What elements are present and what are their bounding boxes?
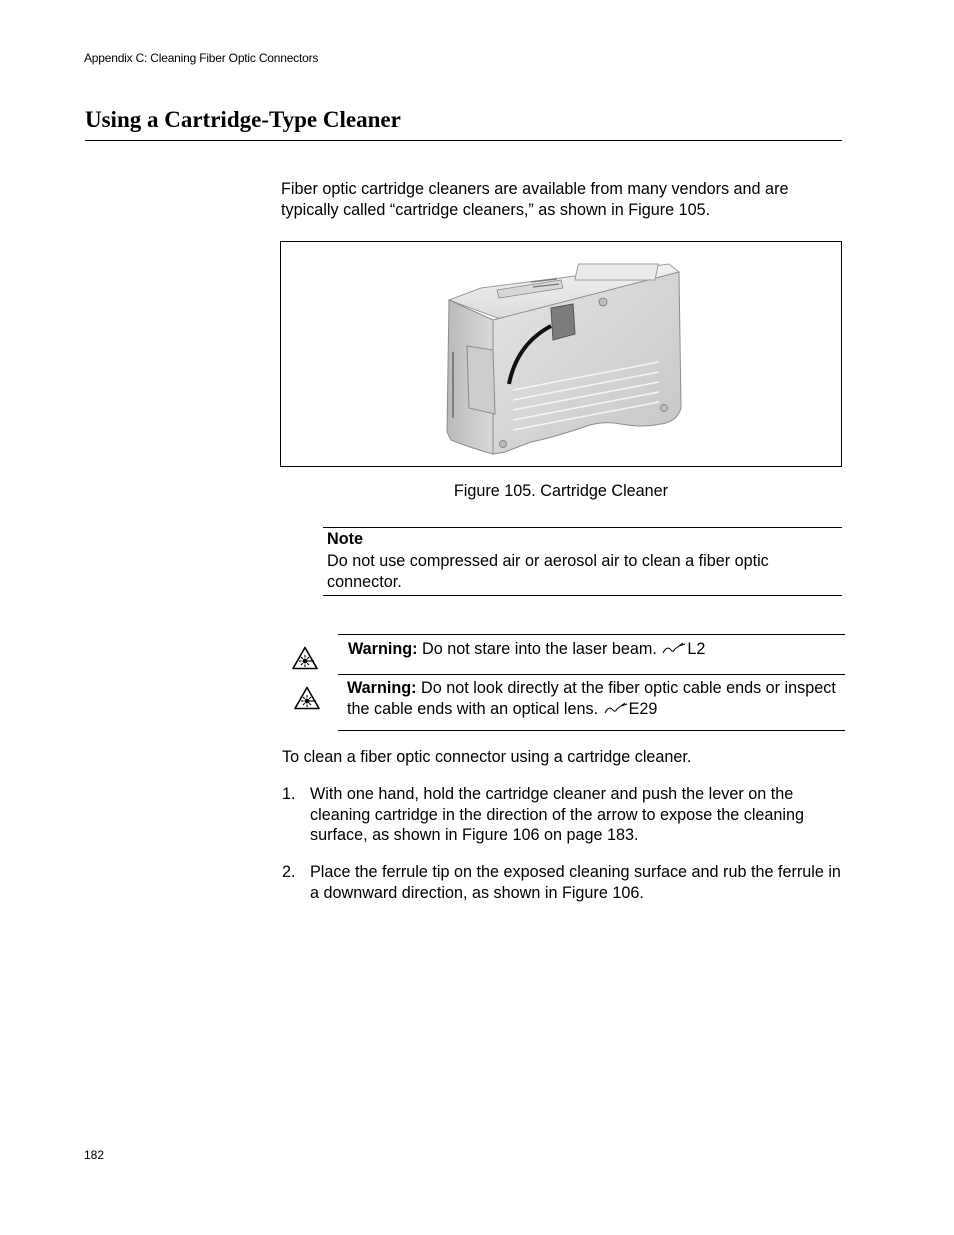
warning-divider <box>338 674 845 675</box>
procedure-lead: To clean a fiber optic connector using a cartridge cleaner. <box>282 748 692 766</box>
running-header: Appendix C: Cleaning Fiber Optic Connectors <box>84 51 319 65</box>
warning-bottom-rule <box>338 730 845 731</box>
cartridge-cleaner-illustration <box>281 242 841 466</box>
laser-warning-icon <box>292 646 318 670</box>
title-rule <box>85 140 842 141</box>
page-number: 182 <box>84 1148 105 1162</box>
laser-warning-icon <box>294 686 320 710</box>
step-1-text: With one hand, hold the cartridge cleaner and push the lever on the cleaning cartridge in the direction of the arrow to expose the cleaning surface, as shown in Figure 106 on page 183. <box>310 785 805 844</box>
step-1-number: 1. <box>282 785 296 803</box>
intro-paragraph: Fiber optic cartridge cleaners are available from many vendors and are typically called “cartridge cleaners,” as shown in Figure 105. <box>281 180 789 219</box>
pen-icon <box>661 640 687 654</box>
warning-2-code: E29 <box>628 699 658 718</box>
warning-1 <box>348 639 843 660</box>
section-title: Using a Cartridge-Type Cleaner <box>85 107 401 132</box>
warning-top-rule <box>338 634 845 635</box>
figure-frame <box>280 241 842 467</box>
warning-2 <box>347 678 842 719</box>
warning-1-code: L2 <box>687 640 706 658</box>
warning-1-text: Do not stare into the laser beam. <box>417 640 662 658</box>
figure-caption: Figure 105. Cartridge Cleaner <box>453 482 669 500</box>
step-2-number: 2. <box>282 863 296 881</box>
step-2-text: Place the ferrule tip on the exposed cleaning surface and rub the ferrule in a downward direction, as shown in Figure 106. <box>310 863 841 902</box>
note-top-rule <box>323 527 842 528</box>
note-bottom-rule <box>323 595 842 596</box>
warning-1-label: Warning: <box>348 640 418 658</box>
note-text: Do not use compressed air or aerosol air to clean a fiber optic connector. <box>327 552 769 591</box>
note-heading: Note <box>327 530 363 548</box>
warning-2-label: Warning: <box>347 679 417 697</box>
warning-2-text: Do not look directly at the fiber optic cable ends or inspect the cable ends with an optical lens. <box>347 679 836 718</box>
pen-icon <box>603 700 629 714</box>
